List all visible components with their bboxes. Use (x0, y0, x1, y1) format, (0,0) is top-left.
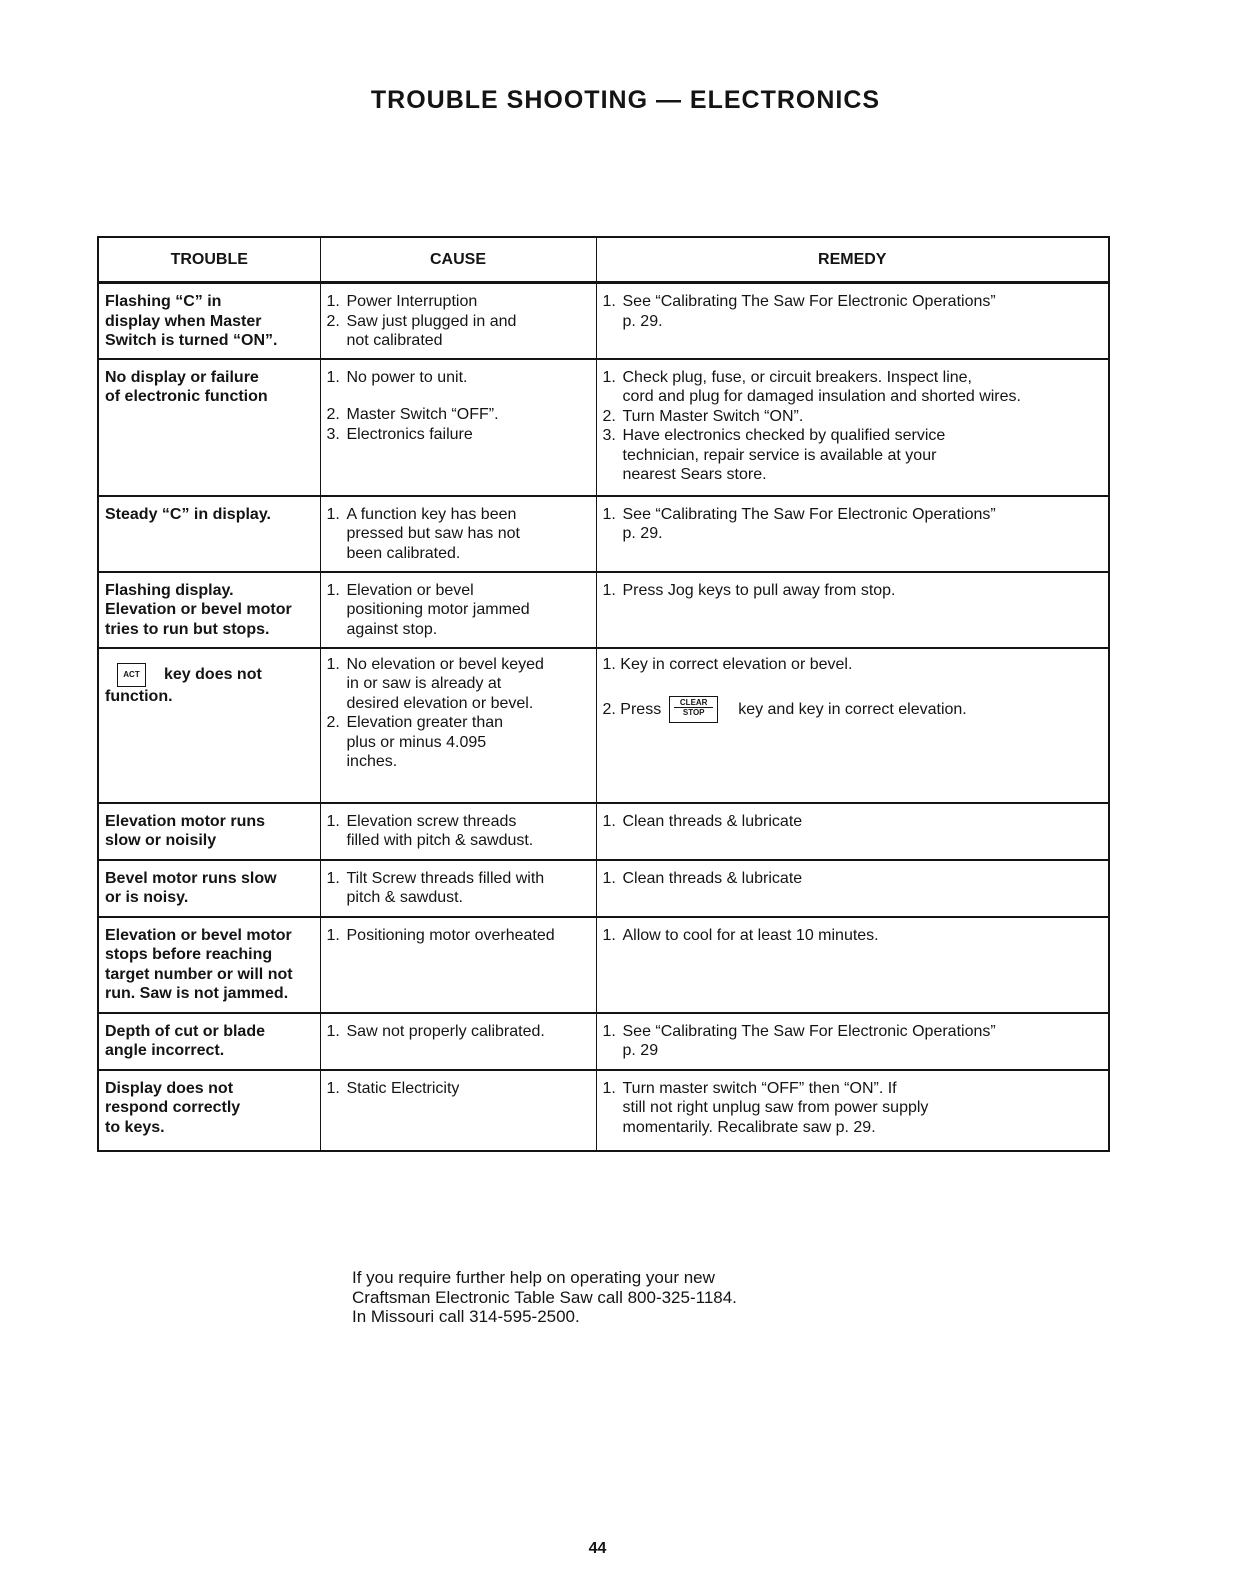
item-line: See “Calibrating The Saw For Electronic Operations” (622, 505, 996, 523)
cause-cell (320, 860, 596, 917)
table-row (98, 860, 1109, 917)
remedy-press-label: 2. Press (602, 700, 662, 718)
remedy-cell (596, 283, 1109, 359)
item-line: not calibrated (346, 332, 443, 349)
item-line: Master Switch “OFF”. (346, 406, 499, 423)
item-number: 1. (326, 368, 340, 386)
list-item (603, 368, 1103, 407)
list-item (603, 812, 1103, 832)
list-item (327, 1079, 590, 1099)
trouble-line: function. (105, 687, 173, 705)
item-line: against stop. (346, 620, 438, 638)
item-line: Static Electricity (346, 1079, 460, 1097)
table-header-row (98, 237, 1109, 283)
list-item (327, 1022, 590, 1042)
key-top-label: CLEAR (679, 698, 708, 707)
list-item (603, 292, 1103, 331)
trouble-line: Steady “C” in display. (105, 505, 271, 523)
footer-line: In Missouri call 314-595-2500. (352, 1307, 580, 1326)
list-item (603, 505, 1103, 544)
item-number: 1. (602, 368, 616, 386)
item-number: 3. (602, 427, 616, 444)
trouble-cell (98, 1013, 320, 1070)
item-number: 2. (602, 407, 616, 425)
list-item (327, 368, 590, 388)
item-line: in or saw is already at (346, 675, 502, 692)
item-number: 2. (326, 312, 340, 330)
table-row (98, 917, 1109, 1013)
item-number: 1. (602, 293, 616, 310)
list-item (327, 312, 590, 351)
list-item (327, 425, 590, 445)
table-row (98, 1013, 1109, 1070)
item-line: Clean threads & lubricate (622, 869, 803, 887)
trouble-line: respond correctly (105, 1099, 241, 1116)
item-line: been calibrated. (346, 544, 461, 562)
list-item (327, 292, 590, 312)
item-line: Saw not properly calibrated. (346, 1022, 545, 1040)
item-line: inches. (346, 753, 398, 770)
trouble-line: tries to run but stops. (105, 620, 270, 638)
trouble-cell (98, 648, 320, 803)
item-line: positioning motor jammed (346, 601, 530, 618)
trouble-cell (98, 572, 320, 648)
item-line: Turn Master Switch “ON”. (622, 407, 804, 425)
list-item (327, 812, 590, 851)
act-key-row (117, 663, 314, 687)
trouble-line: or is noisy. (105, 889, 189, 906)
trouble-line: Flashing display. (105, 581, 234, 599)
item-line: Allow to cool for at least 10 minutes. (622, 926, 879, 944)
item-number: 2. (326, 406, 340, 423)
table-row (98, 283, 1109, 359)
remedy-cell (596, 496, 1109, 572)
cause-cell (320, 572, 596, 648)
trouble-line: No display or failure (105, 368, 259, 386)
cause-cell (320, 283, 596, 359)
clear-stop-key-icon (669, 696, 718, 723)
trouble-line: Switch is turned “ON”. (105, 332, 278, 349)
list-item (603, 869, 1103, 889)
item-number: 1. (602, 1079, 616, 1097)
remedy-cell (596, 572, 1109, 648)
item-line: A function key has been (346, 505, 517, 523)
table-row (98, 496, 1109, 572)
list-item (327, 505, 590, 564)
list-item (603, 1079, 1103, 1138)
item-gap (603, 674, 1103, 696)
item-line: Elevation or bevel (346, 581, 474, 599)
trouble-line: slow or noisily (105, 832, 217, 849)
footer-line: If you require further help on operating your new (352, 1268, 715, 1287)
cause-header: CAUSE (320, 237, 596, 283)
table-row (98, 572, 1109, 648)
list-item (603, 407, 1103, 427)
item-number: 1. (602, 926, 616, 944)
trouble-cell (98, 283, 320, 359)
table-row (98, 359, 1109, 496)
item-line: Electronics failure (346, 425, 473, 443)
item-line: Turn master switch “OFF” then “ON”. If (622, 1079, 897, 1097)
item-line: filled with pitch & sawdust. (346, 832, 534, 849)
item-gap (327, 387, 590, 405)
item-number: 1. (326, 293, 340, 310)
cause-cell (320, 359, 596, 496)
remedy-press-after: key and key in correct elevation. (738, 700, 967, 718)
trouble-cell (98, 917, 320, 1013)
cause-cell (320, 496, 596, 572)
item-line: Check plug, fuse, or circuit breakers. Inspect line, (622, 368, 972, 386)
remedy-cell (596, 803, 1109, 860)
list-item (327, 581, 590, 640)
item-line: Saw just plugged in and (346, 312, 517, 330)
item-number: 1. (602, 505, 616, 523)
item-number: 1. (326, 1079, 340, 1097)
remedy-cell (596, 648, 1109, 803)
item-line: technician, repair service is available at your (622, 446, 937, 464)
trouble-line: run. Saw is not jammed. (105, 985, 289, 1002)
item-line: See “Calibrating The Saw For Electronic Operations” (622, 1022, 996, 1040)
item-line: Positioning motor overheated (346, 926, 555, 944)
cause-cell (320, 648, 596, 803)
item-line: momentarily. Recalibrate saw p. 29. (622, 1118, 876, 1136)
remedy-cell (596, 860, 1109, 917)
list-item (603, 581, 1103, 601)
item-number: 1. (602, 581, 616, 599)
item-number: 1. (326, 655, 340, 673)
cause-cell (320, 917, 596, 1013)
cause-cell (320, 1013, 596, 1070)
trouble-line: target number or will not (105, 965, 293, 983)
item-line: Have electronics checked by qualified service (622, 427, 946, 444)
troubleshooting-table (97, 236, 1110, 1152)
item-number: 3. (326, 425, 340, 443)
item-line: cord and plug for damaged insulation and shorted wires. (622, 388, 1021, 405)
page-title: TROUBLE SHOOTING — ELECTRONICS (370, 86, 881, 114)
remedy-cell (596, 1013, 1109, 1070)
cause-cell (320, 1070, 596, 1151)
item-line: p. 29 (622, 1042, 659, 1059)
trouble-cell (98, 1070, 320, 1151)
trouble-line: Depth of cut or blade (105, 1022, 265, 1040)
trouble-line: Elevation or bevel motor (105, 926, 292, 944)
remedy-header: REMEDY (596, 237, 1109, 283)
table-row (98, 1070, 1109, 1151)
cause-cell (320, 803, 596, 860)
list-item (327, 655, 590, 714)
item-line: Elevation greater than (346, 714, 504, 731)
item-line: Elevation screw threads (346, 812, 517, 830)
list-item (603, 1022, 1103, 1061)
trouble-cell (98, 496, 320, 572)
item-number: 1. (326, 505, 340, 523)
item-line: See “Calibrating The Saw For Electronic Operations” (622, 293, 996, 310)
trouble-line: of electronic function (105, 388, 268, 405)
list-item (327, 713, 590, 772)
item-number: 1. (326, 1022, 340, 1040)
trouble-line: angle incorrect. (105, 1042, 225, 1059)
remedy-cell (596, 359, 1109, 496)
list-item (603, 426, 1103, 485)
item-line: pitch & sawdust. (346, 889, 463, 906)
item-number: 1. (326, 869, 340, 887)
trouble-line: stops before reaching (105, 946, 273, 963)
trouble-line: display when Master (105, 312, 262, 330)
item-number: 1. (602, 1022, 616, 1040)
trouble-cell (98, 860, 320, 917)
item-number: 2. (326, 714, 340, 731)
trouble-line: to keys. (105, 1118, 165, 1136)
item-number: 1. (326, 581, 340, 599)
trouble-line: Bevel motor runs slow (105, 869, 277, 887)
item-line: No power to unit. (346, 368, 468, 386)
key-bottom-label: STOP (674, 707, 713, 717)
item-line: plus or minus 4.095 (346, 733, 487, 751)
list-item (327, 869, 590, 908)
table-row (98, 803, 1109, 860)
trouble-line: Flashing “C” in (105, 293, 222, 310)
remedy-cell (596, 917, 1109, 1013)
table-row (98, 648, 1109, 803)
item-line: still not right unplug saw from power supply (622, 1099, 929, 1116)
item-line: p. 29. (622, 312, 663, 330)
item-line: No elevation or bevel keyed (346, 655, 544, 673)
item-number: 1. (326, 926, 340, 944)
item-number: 1. (602, 869, 616, 887)
item-line: pressed but saw has not (346, 525, 520, 542)
act-key-icon: ACT (117, 663, 146, 687)
item-line: Power Interruption (346, 293, 478, 310)
help-footer (352, 1268, 737, 1327)
item-line: Press Jog keys to pull away from stop. (622, 581, 896, 599)
item-line: nearest Sears store. (622, 466, 767, 483)
trouble-cell (98, 359, 320, 496)
list-item (327, 405, 590, 425)
list-item (603, 926, 1103, 946)
remedy-press-line (603, 696, 1103, 723)
item-line: p. 29. (622, 525, 663, 542)
trouble-line: Elevation or bevel motor (105, 601, 292, 618)
item-line: Clean threads & lubricate (622, 812, 803, 830)
remedy-cell (596, 1070, 1109, 1151)
item-number: 1. (326, 812, 340, 830)
item-line: Tilt Screw threads filled with (346, 869, 545, 887)
trouble-line: key does not (164, 665, 262, 683)
page-number: 44 (588, 1540, 607, 1557)
footer-line: Craftsman Electronic Table Saw call 800-325-1184. (352, 1287, 737, 1307)
trouble-header: TROUBLE (98, 237, 320, 283)
list-item (327, 926, 590, 946)
trouble-line: Elevation motor runs (105, 812, 266, 830)
remedy-line: 1. Key in correct elevation or bevel. (602, 655, 853, 673)
trouble-line: Display does not (105, 1079, 234, 1097)
trouble-cell (98, 803, 320, 860)
item-line: desired elevation or bevel. (346, 694, 534, 712)
item-number: 1. (602, 812, 616, 830)
